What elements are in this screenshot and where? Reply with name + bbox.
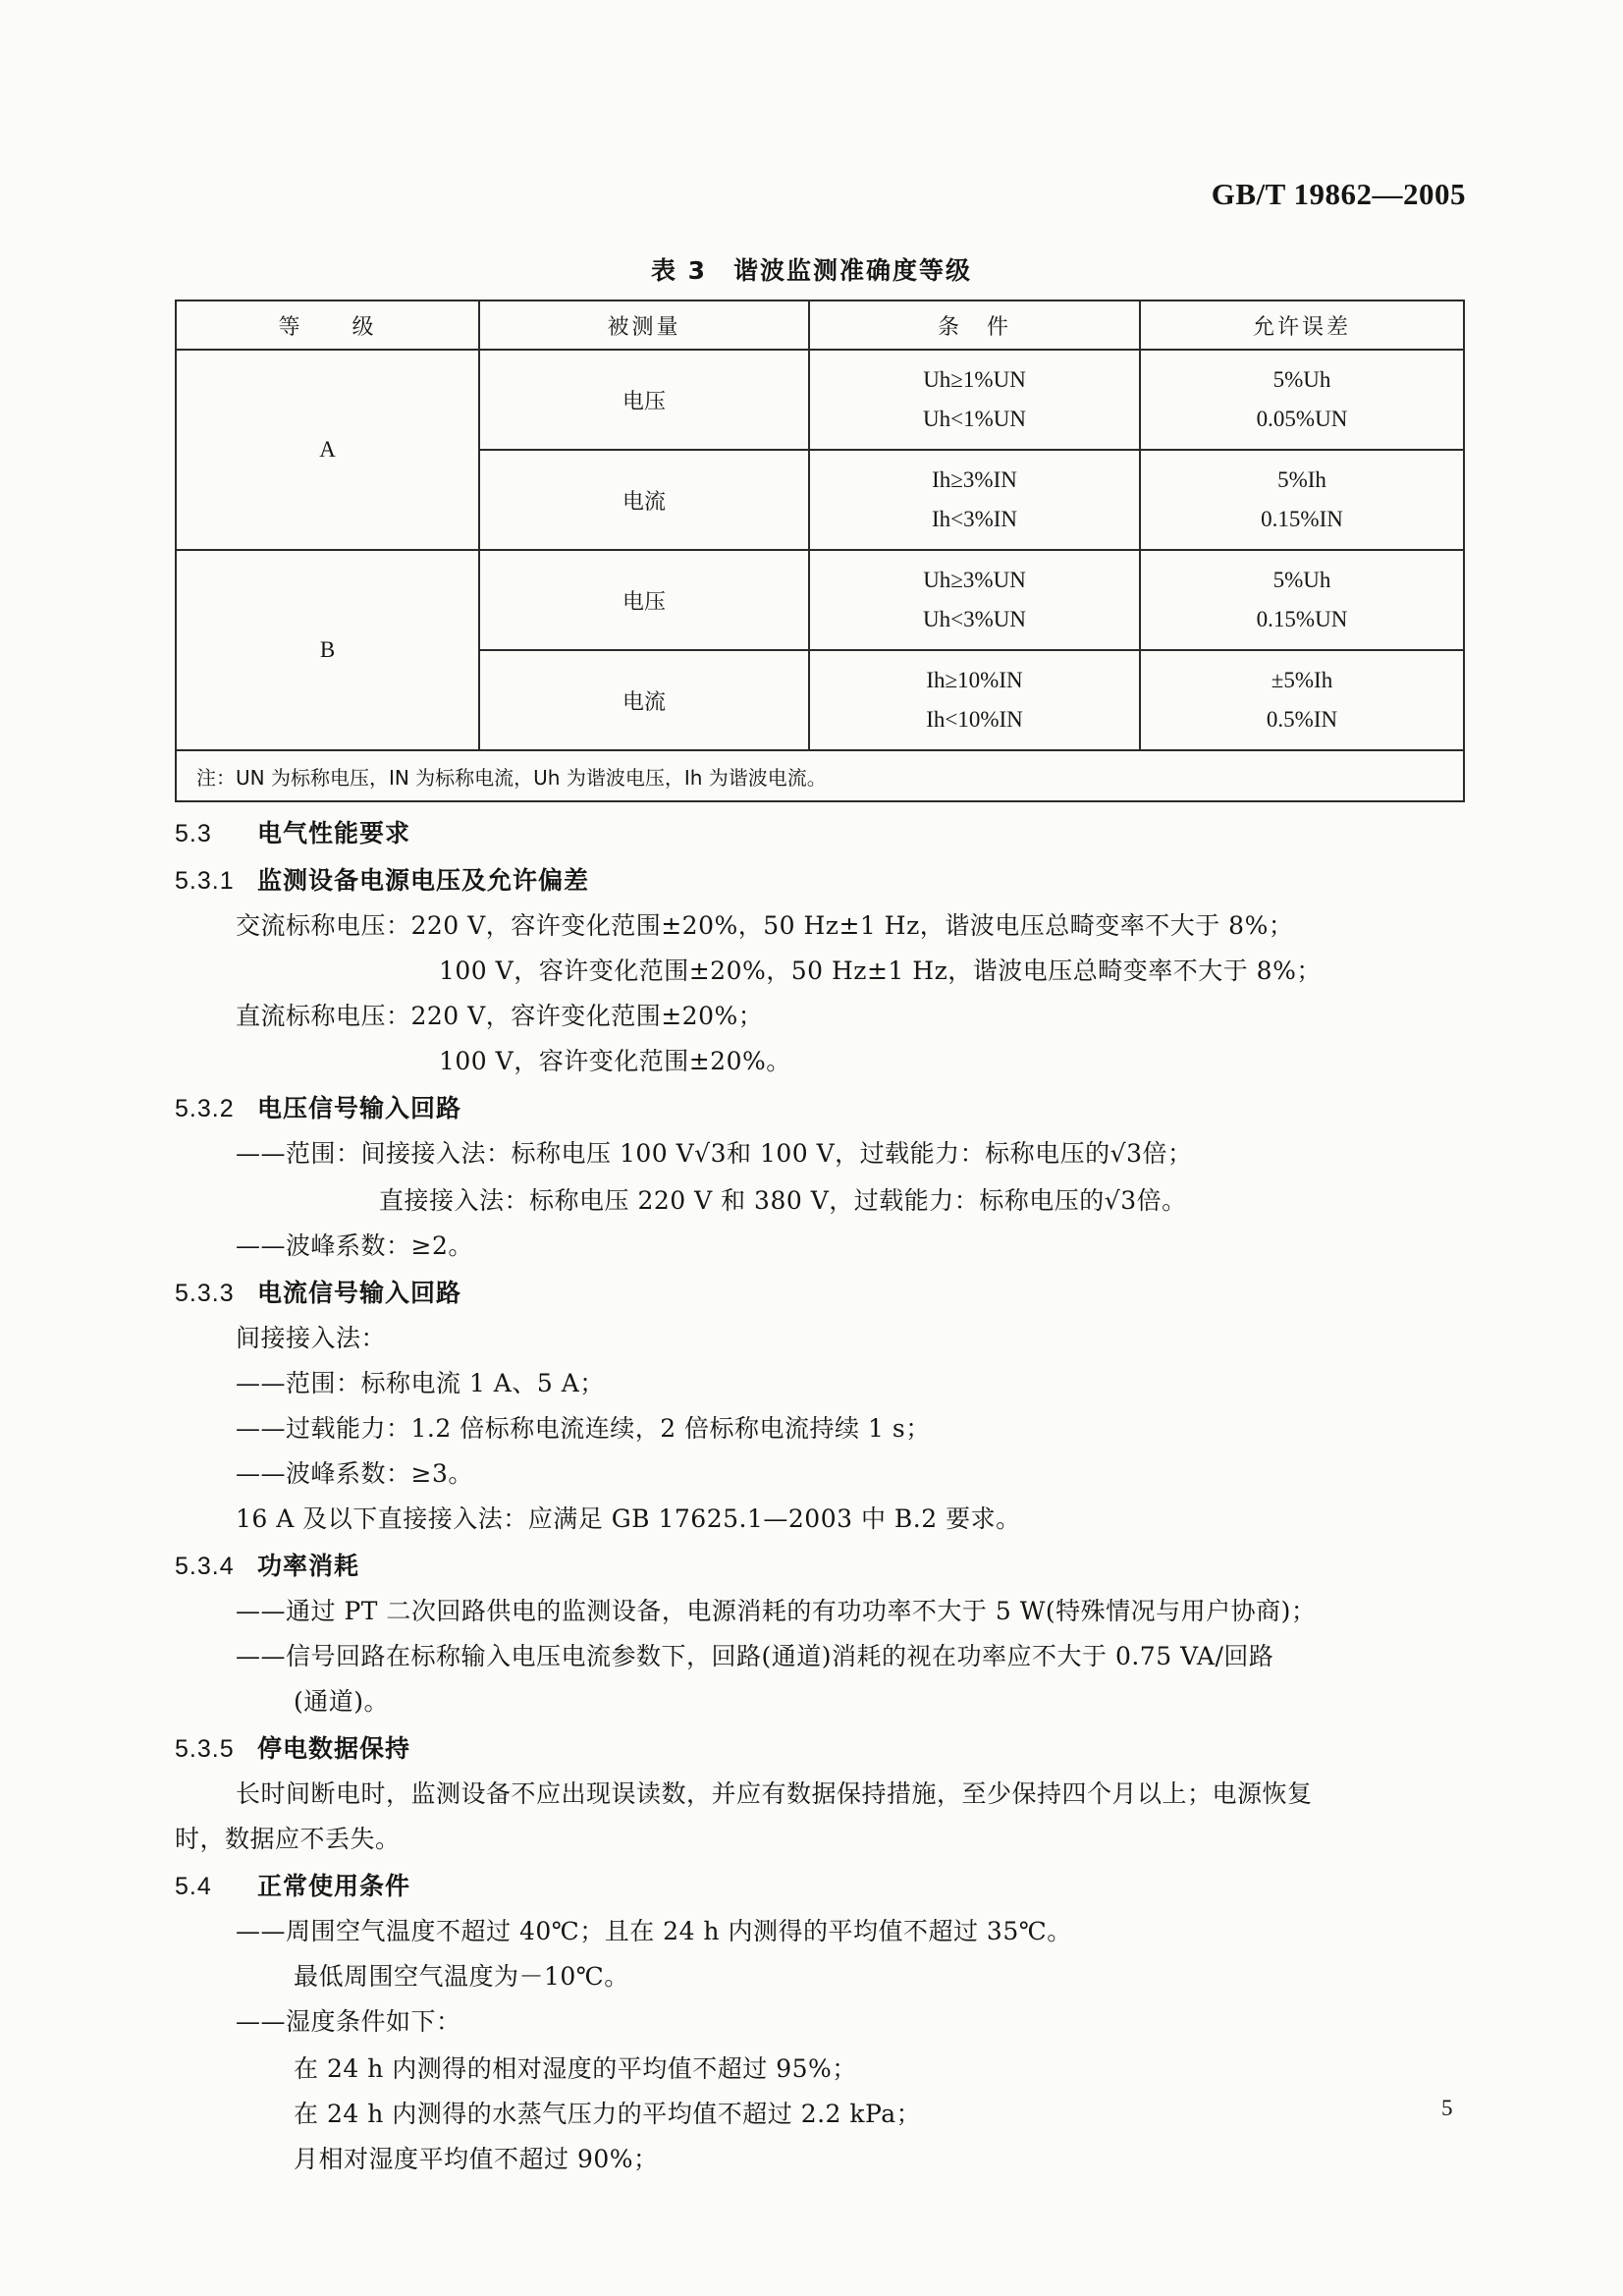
section-heading: [175, 814, 410, 849]
condition-cell: [809, 650, 1140, 750]
body-text-line: ——范围：间接接入法：标称电压 100 V√3和 100 V，过载能力：标称电压的√3倍；: [236, 1139, 1193, 1168]
section-number: 5.4: [175, 1873, 212, 1900]
error-line: 5%Ih: [1277, 467, 1326, 492]
condition-line: Ih≥3%IN: [932, 467, 1017, 492]
table-row: [176, 550, 1464, 650]
section-title: 监测设备电源电压及允许偏差: [257, 866, 590, 895]
body-text-line: ——湿度条件如下：: [236, 2007, 461, 2036]
condition-line: Uh<1%UN: [923, 407, 1026, 431]
condition-cell: [809, 550, 1140, 650]
document-number: GB/T 19862—2005: [1211, 177, 1466, 211]
table-note-row: [176, 750, 1464, 801]
error-line: 0.5%IN: [1266, 707, 1338, 732]
section-number: 5.3.4: [175, 1553, 235, 1580]
condition-cell: [809, 350, 1140, 450]
section-title: 电气性能要求: [257, 819, 411, 847]
condition-line: Uh≥3%UN: [923, 568, 1026, 592]
section-heading: [175, 1547, 359, 1582]
body-text-line: ——范围：标称电流 1 A、5 A；: [236, 1369, 605, 1397]
body-text-line: 在 24 h 内测得的相对湿度的平均值不超过 95%；: [294, 2054, 857, 2083]
measured-cell: 电流: [479, 450, 809, 550]
table-row: [176, 350, 1464, 450]
body-text-line: ——周围空气温度不超过 40℃；且在 24 h 内测得的平均值不超过 35℃。: [236, 1917, 1072, 1945]
section-heading: [175, 1729, 410, 1765]
condition-line: Ih<10%IN: [926, 707, 1023, 732]
page-number: 5: [1441, 2096, 1453, 2120]
table-caption: 表 3 谐波监测准确度等级: [650, 256, 973, 285]
error-cell: [1140, 450, 1464, 550]
section-number: 5.3: [175, 820, 212, 847]
error-line: ±5%Ih: [1271, 668, 1333, 692]
table-header-row: [176, 301, 1464, 350]
body-text-line: ——波峰系数：≥2。: [236, 1231, 473, 1260]
body-text-line: 时，数据应不丢失。: [175, 1825, 401, 1853]
body-text-line: ——波峰系数：≥3。: [236, 1459, 473, 1488]
body-text-line: 直流标称电压：220 V，容许变化范围±20%；: [236, 1002, 764, 1030]
body-text-line: (通道)。: [294, 1687, 390, 1716]
measured-cell: 电流: [479, 650, 809, 750]
measured-cell: 电压: [479, 350, 809, 450]
section-title: 电压信号输入回路: [257, 1094, 462, 1122]
section-title: 电流信号输入回路: [257, 1279, 462, 1307]
body-text-line: 100 V，容许变化范围±20%。: [439, 1047, 791, 1075]
body-text-line: 间接接入法：: [236, 1324, 387, 1352]
body-text-line: 最低周围空气温度为－10℃。: [294, 1962, 629, 1991]
grade-cell: A: [176, 350, 479, 550]
section-number: 5.3.1: [175, 867, 235, 895]
condition-line: Uh≥1%UN: [923, 367, 1026, 392]
section-title: 功率消耗: [257, 1552, 360, 1580]
condition-line: Ih<3%IN: [931, 507, 1018, 531]
body-text-line: 月相对湿度平均值不超过 90%；: [294, 2145, 659, 2173]
body-text-line: ——通过 PT 二次回路供电的监测设备，电源消耗的有功功率不大于 5 W(特殊情况与用户协商)；: [236, 1597, 1317, 1625]
header-allowed-error: 允许误差: [1140, 301, 1464, 350]
error-cell: [1140, 550, 1464, 650]
section-heading: [175, 861, 589, 897]
measured-cell: 电压: [479, 550, 809, 650]
error-line: 5%Uh: [1272, 568, 1331, 592]
error-line: 0.15%UN: [1256, 607, 1348, 631]
body-text-line: ——信号回路在标称输入电压电流参数下，回路(通道)消耗的视在功率应不大于 0.75 VA/回路: [236, 1642, 1274, 1670]
error-line: 5%Uh: [1272, 367, 1331, 392]
section-heading: [175, 1274, 461, 1309]
condition-cell: [809, 450, 1140, 550]
section-heading: [175, 1867, 410, 1902]
body-text-line: ——过载能力：1.2 倍标称电流连续，2 倍标称电流持续 1 s；: [236, 1414, 931, 1443]
header-grade: 等 级: [176, 301, 479, 350]
error-line: 0.15%IN: [1261, 507, 1343, 531]
section-title: 正常使用条件: [257, 1872, 411, 1900]
accuracy-grade-table: [175, 300, 1465, 802]
grade-cell: B: [176, 550, 479, 750]
body-text-line: 直接接入法：标称电压 220 V 和 380 V，过载能力：标称电压的√3倍。: [379, 1186, 1187, 1215]
section-number: 5.3.3: [175, 1280, 235, 1307]
condition-line: Uh<3%UN: [923, 607, 1026, 631]
section-number: 5.3.5: [175, 1735, 235, 1763]
body-text-line: 长时间断电时，监测设备不应出现误读数，并应有数据保持措施，至少保持四个月以上；电源恢复: [236, 1779, 1313, 1808]
condition-line: Ih≥10%IN: [926, 668, 1023, 692]
body-text-line: 100 V，容许变化范围±20%，50 Hz±1 Hz，谐波电压总畸变率不大于 8%；: [439, 957, 1322, 985]
error-line: 0.05%UN: [1256, 407, 1348, 431]
error-cell: [1140, 650, 1464, 750]
header-measured: 被测量: [479, 301, 809, 350]
error-cell: [1140, 350, 1464, 450]
body-text-line: 交流标称电压：220 V，容许变化范围±20%，50 Hz±1 Hz，谐波电压总畸变率不大于 8%；: [236, 911, 1294, 940]
section-number: 5.3.2: [175, 1095, 235, 1122]
body-text-line: 16 A 及以下直接接入法：应满足 GB 17625.1—2003 中 B.2 要求。: [236, 1504, 1021, 1533]
section-heading: [175, 1089, 461, 1124]
section-title: 停电数据保持: [257, 1734, 411, 1763]
header-condition: 条 件: [809, 301, 1140, 350]
table-note: 注：UN 为标称电压，IN 为标称电流，Uh 为谐波电压，Ih 为谐波电流。: [176, 750, 1464, 801]
body-text-line: 在 24 h 内测得的水蒸气压力的平均值不超过 2.2 kPa；: [294, 2100, 922, 2128]
